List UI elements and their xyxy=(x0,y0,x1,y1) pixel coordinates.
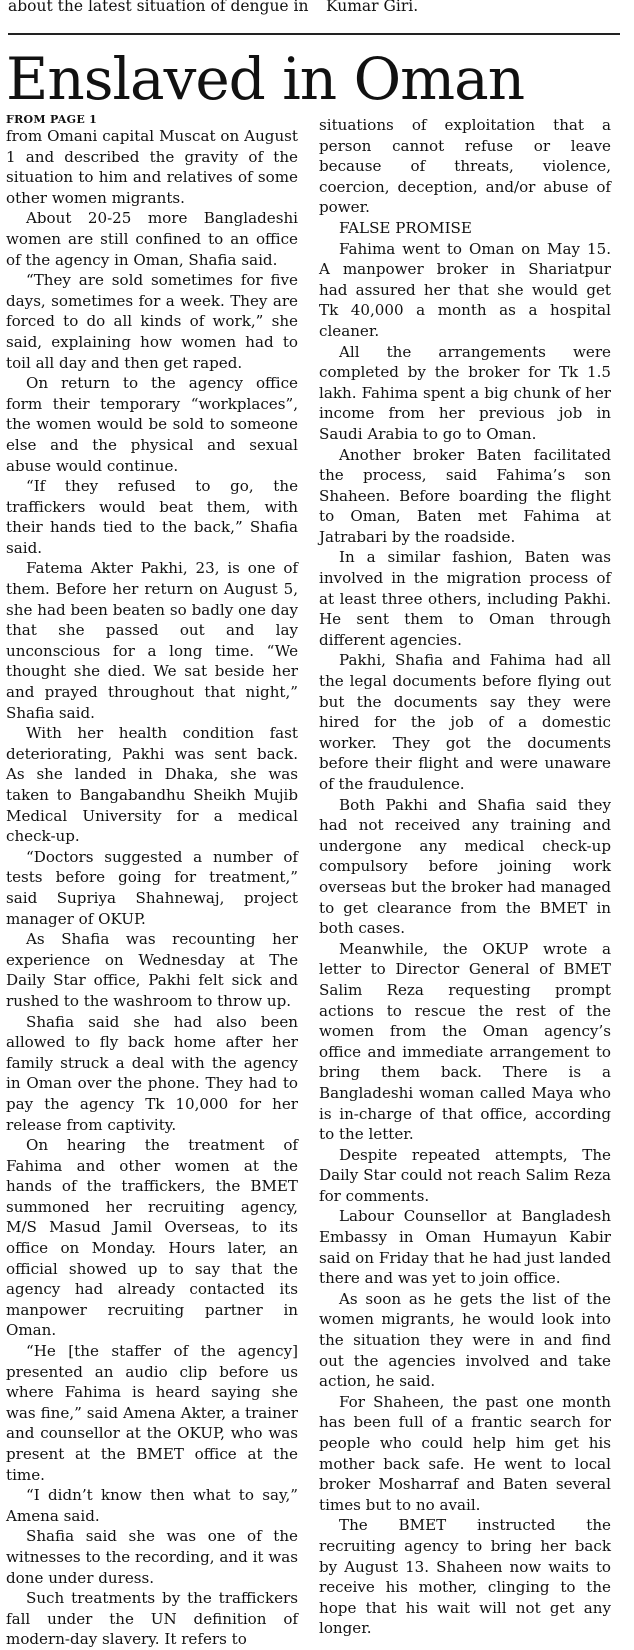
paragraph: “They are sold sometimes for five days, sometimes for a week. They are forced to do all kinds of work,” she said, explaining how women had to toil all day and then get raped. xyxy=(6,271,298,372)
paragraph: from Omani capital Muscat on August 1 and described the gravity of the situation to him and relatives of some other women migrants. xyxy=(6,127,298,207)
headline: Enslaved in Oman xyxy=(6,45,525,113)
article-column-2 xyxy=(319,115,611,1638)
paragraph: On return to the agency office form their temporary “workplaces”, the women would be sold to someone else and the physical and sexual abuse would continue. xyxy=(6,374,298,475)
paragraph: On hearing the treatment of Fahima and other women at the hands of the traffickers, the BMET summoned her recruiting agency, M/S Masud Jamil Overseas, to its office on Monday. Hours later, an official showed up to say that the agency had already contacted its manpower recruiting partner in Oman. xyxy=(6,1136,298,1340)
section-divider xyxy=(8,33,620,35)
paragraph: Labour Counsellor at Bangladesh Embassy in Oman Humayun Kabir said on Friday that he had just landed there and was yet to join office. xyxy=(319,1207,611,1288)
article-column-1 xyxy=(6,112,298,1649)
paragraph: “He [the staffer of the agency] presented an audio clip before us where Fahima is heard saying she was fine,” said Amena Akter, a trainer and counsellor at the OKUP, who was present at the BMET office at the time. xyxy=(6,1342,298,1484)
paragraph: For Shaheen, the past one month has been full of a frantic search for people who could help him get his mother back safe. He went to local broker Mosharraf and Baten several times but to no avail. xyxy=(319,1392,611,1514)
paragraph: “If they refused to go, the traffickers would beat them, with their hands tied to the back,” Shafia said. xyxy=(6,477,298,557)
previous-article-strip xyxy=(8,0,628,15)
subhead: FALSE PROMISE xyxy=(339,218,472,237)
paragraph: Meanwhile, the OKUP wrote a letter to Director General of BMET Salim Reza requesting prompt actions to rescue the rest of the women from the Oman agency’s office and immediate arrangement to bring them back. There is a Bangladeshi woman called Maya who is in-charge of that office, according to the letter. xyxy=(319,939,611,1144)
paragraph: Pakhi, Shafia and Fahima had all the legal documents before flying out but the documents say they were hired for the job of a domestic worker. They got the documents before their flight and were unaware of the fraudulence. xyxy=(319,651,611,793)
paragraph: Fahima went to Oman on May 15. A manpower broker in Shariatpur had assured her that she would get Tk 40,000 a month as a hospital cleaner. xyxy=(319,239,611,340)
paragraph: Fatema Akter Pakhi, 23, is one of them. Before her return on August 5, she had been beaten so badly one day that she passed out and lay unconscious for a long time. “We thought she died. We sat beside her and prayed throughout that night,” Shafia said. xyxy=(6,559,298,722)
paragraph: As Shafia was recounting her experience on Wednesday at The Daily Star office, Pakhi felt sick and rushed to the washroom to throw up. xyxy=(6,930,298,1010)
paragraph: Such treatments by the traffickers fall under the UN definition of modern-day slavery. It refers to xyxy=(6,1589,298,1649)
paragraph: The BMET instructed the recruiting agency to bring her back by August 13. Shaheen now waits to receive his mother, clinging to the hope that his wait will not get any longer. xyxy=(319,1516,611,1638)
paragraph: “I didn’t know then what to say,” Amena said. xyxy=(6,1486,298,1525)
paragraph: In a similar fashion, Baten was involved in the migration process of at least three others, including Pakhi. He sent them to Oman through different agencies. xyxy=(319,548,611,649)
previous-article-text-left: about the latest situation of dengue in xyxy=(8,0,309,15)
paragraph: Shafia said she had also been allowed to fly back home after her family struck a deal with the agency in Oman over the phone. They had to pay the agency Tk 10,000 for her release from captivity. xyxy=(6,1012,298,1134)
paragraph: All the arrangements were completed by the broker for Tk 1.5 lakh. Fahima spent a big chunk of her income from her previous job in Saudi Arabia to go to Oman. xyxy=(319,342,611,443)
paragraph: Both Pakhi and Shafia said they had not received any training and undergone any medical check-up compulsory before joining work overseas but the broker had managed to get clearance from the BMET in both cases. xyxy=(319,795,611,938)
paragraph: With her health condition fast deteriorating, Pakhi was sent back. As she landed in Dhaka, she was taken to Bangabandhu Sheikh Mujib Medical University for a medical check-up. xyxy=(6,724,298,846)
paragraph: situations of exploitation that a person cannot refuse or leave because of threats, violence, coercion, deception, and/or abuse of power. xyxy=(319,116,611,217)
kicker: FROM PAGE 1 xyxy=(6,113,98,126)
previous-article-text-right: Kumar Giri. xyxy=(326,0,419,15)
paragraph: Shafia said she was one of the witnesses to the recording, and it was done under duress. xyxy=(6,1527,298,1587)
paragraph: About 20-25 more Bangladeshi women are still confined to an office of the agency in Oman, Shafia said. xyxy=(6,209,298,269)
paragraph: As soon as he gets the list of the women migrants, he would look into the situation they were in and find out the agencies involved and take action, he said. xyxy=(319,1289,611,1391)
paragraph: Despite repeated attempts, The Daily Star could not reach Salim Reza for comments. xyxy=(319,1145,611,1205)
paragraph: “Doctors suggested a number of tests before going for treatment,” said Supriya Shahnewaj, project manager of OKUP. xyxy=(6,847,298,928)
paragraph: Another broker Baten facilitated the process, said Fahima’s son Shaheen. Before boarding the flight to Oman, Baten met Fahima at Jatrabari by the roadside. xyxy=(319,445,611,546)
